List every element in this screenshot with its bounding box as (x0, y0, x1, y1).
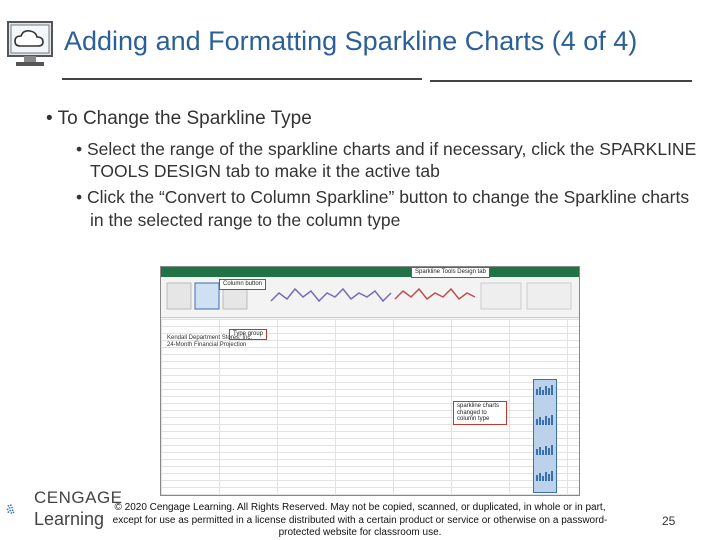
sub-bullet-text: Select the range of the sparkline charts and if necessary, click the SPARKLINE TOOLS DESIGN tab to make it the active tab (87, 139, 697, 182)
slide-title: Adding and Formatting Sparkline Charts (4 of 4) (64, 26, 638, 56)
bullet-list (46, 108, 706, 235)
sheet-subtitle: 24-Month Financial Projection (167, 342, 247, 348)
main-bullet: • To Change the Sparkline Type (46, 108, 312, 129)
column-charts-callout: sparkline charts changed to column type (453, 401, 507, 425)
sub-bullet: • Select the range of the sparkline charts and if necessary, click the SPARKLINE TOOLS DESIGN tab to make it the active tab (76, 139, 697, 182)
sub-bullet-text: Click the “Convert to Column Sparkline” button to change the Sparkline charts in the selected range to the column type (87, 187, 690, 230)
excel-ribbon-tabs (161, 267, 579, 277)
main-bullet-text: To Change the Sparkline Type (57, 108, 312, 129)
cengage-logo-icon (6, 488, 36, 532)
copyright-notice: © 2020 Cengage Learning. All Rights Reserved. May not be copied, scanned, or duplicated, in whole or in part, except for use as permitted in a license distributed with a certain product or service or otherwise on a password-protected website for classroom use. (112, 502, 608, 538)
title-divider (62, 78, 422, 80)
logo-text: CENGAGE (34, 488, 123, 507)
column-button-callout: Column button (219, 279, 266, 290)
sub-bullet: • Click the “Convert to Column Sparkline” button to change the Sparkline charts in the selected range to the column type (76, 187, 690, 230)
cloud-computer-icon (6, 18, 54, 70)
excel-screenshot (160, 266, 580, 496)
logo-text-learning: Learning (34, 509, 105, 529)
page-number: 25 (662, 514, 676, 528)
type-group-callout: Type group (229, 329, 267, 340)
tools-design-tab-callout: Sparkline Tools Design tab (411, 267, 490, 278)
title-divider-right (430, 80, 692, 82)
column-sparklines (533, 379, 557, 491)
sheet-title: Kendall Department Stores, Inc. (167, 335, 253, 341)
